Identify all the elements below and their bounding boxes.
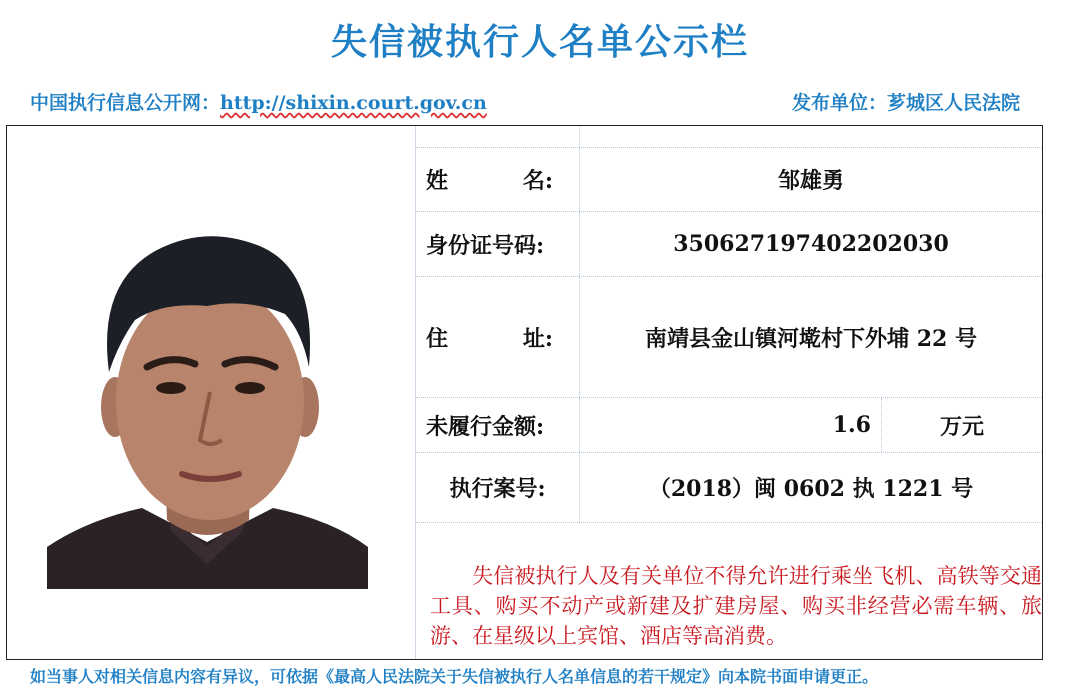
address-value: 南靖县金山镇河墘村下外埔 22 号: [645, 325, 977, 352]
name-label-a: 姓: [426, 168, 449, 194]
row-case: [416, 453, 1042, 523]
info-table: [416, 126, 1042, 659]
website-line: [30, 88, 487, 115]
row-id: [416, 212, 1042, 277]
case-value: （2018）闽 0602 执 1221 号: [648, 476, 974, 502]
address-label: [416, 277, 580, 397]
amount-value: 1.6: [580, 398, 882, 452]
name-value: 邹雄勇: [777, 168, 844, 194]
name-label: [416, 148, 580, 211]
table-top-spacer: [416, 126, 1042, 148]
website-link[interactable]: http://shixin.court.gov.cn: [220, 92, 487, 114]
name-label-b: 名:: [522, 168, 553, 194]
row-name: [416, 148, 1042, 212]
photo-cell: [7, 126, 416, 659]
spacer-label-cell: [416, 126, 580, 147]
footer-note: 如当事人对相关信息内容有异议，可依据《最高人民法院关于失信被执行人名单信息的若干规定》向本院书面申请更正。: [30, 667, 879, 686]
row-address: [416, 277, 1042, 398]
id-value: 350627197402202030: [673, 231, 949, 257]
restriction-notice: [430, 561, 1042, 651]
amount-label: 未履行金额:: [416, 398, 580, 452]
info-panel: [6, 125, 1043, 660]
publisher-line: 发布单位：芗城区人民法院: [791, 92, 1020, 114]
address-label-a: 住: [426, 325, 449, 352]
website-label: 中国执行信息公开网：: [30, 92, 221, 114]
id-label: 身份证号码:: [416, 212, 580, 276]
row-amount: [416, 398, 1042, 453]
person-photo: [47, 202, 368, 589]
notice-text: 失信被执行人及有关单位不得允许进行乘坐飞机、高铁等交通工具、购买不动产或新建及扩建房屋、购买非经营必需车辆、旅游、在星级以上宾馆、酒店等高消费。: [430, 564, 1042, 648]
address-label-b: 址:: [522, 325, 553, 352]
page-title: 失信被执行人名单公示栏: [330, 21, 749, 63]
case-label: 执行案号:: [416, 453, 580, 522]
spacer-value-cell: [580, 126, 1042, 147]
amount-unit: 万元: [939, 413, 984, 440]
